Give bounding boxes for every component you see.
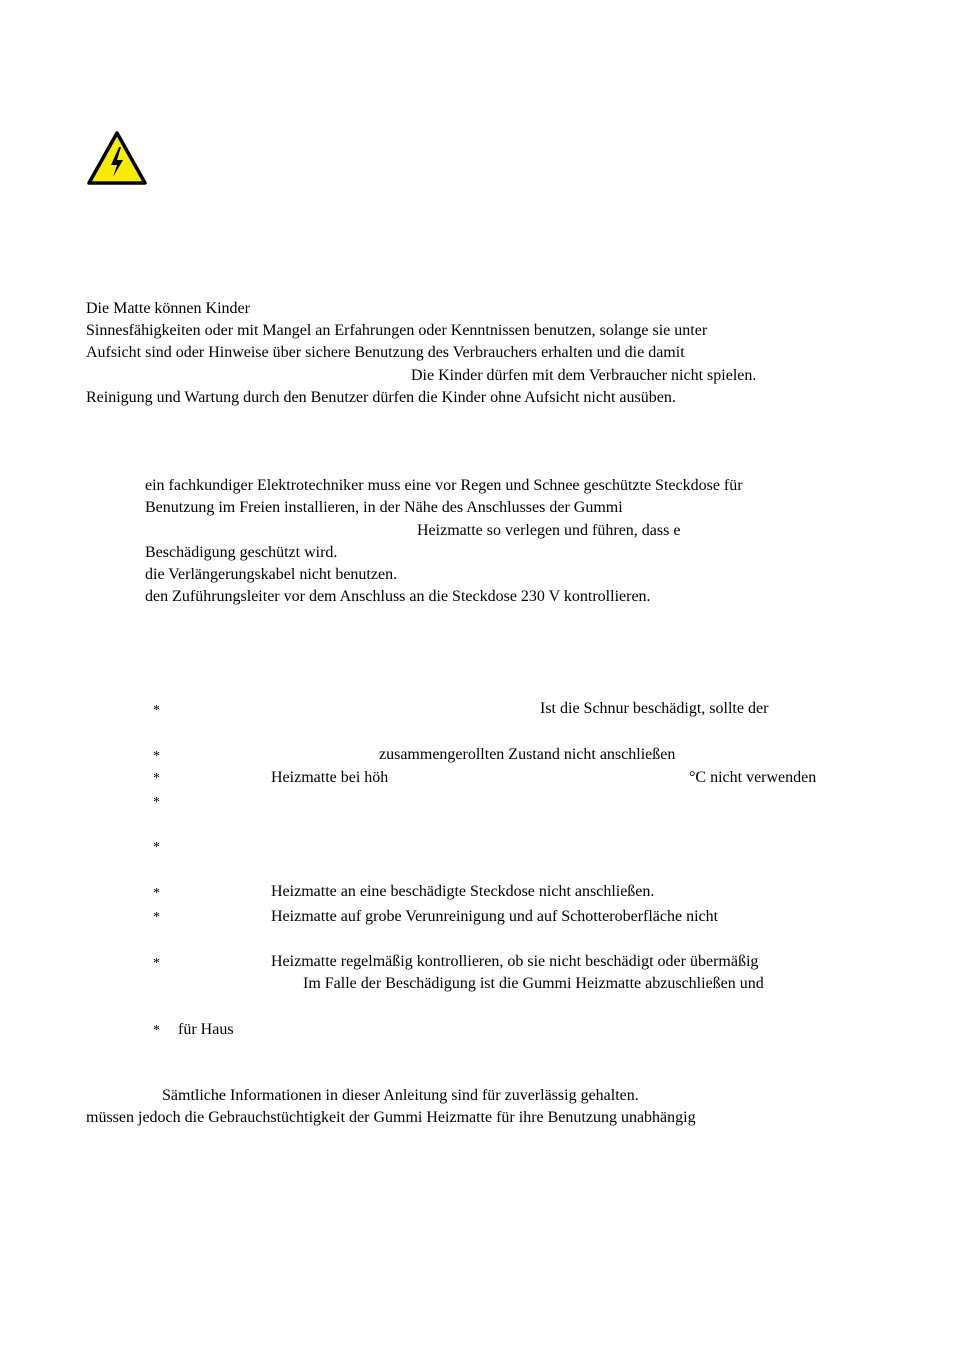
- high-voltage-warning-icon: [86, 130, 148, 186]
- text-line: Heizmatte auf grobe Verunreinigung und auf Schotteroberfläche nicht: [271, 908, 719, 925]
- text-line: Benutzung im Freien installieren, in der Nähe des Anschlusses der Gummi: [145, 499, 623, 516]
- bullet-marker: *: [153, 749, 160, 764]
- text-line: °C nicht verwenden: [689, 769, 817, 786]
- text-line: Die Kinder dürfen mit dem Verbraucher nicht spielen.: [411, 367, 757, 384]
- text-line: Heizmatte regelmäßig kontrollieren, ob sie nicht beschädigt oder übermäßig: [271, 953, 759, 970]
- text-line: Heizmatte an eine beschädigte Steckdose nicht anschließen.: [271, 883, 655, 900]
- bullet-marker: *: [153, 703, 160, 718]
- bullet-marker: *: [153, 886, 160, 901]
- text-line: Reinigung und Wartung durch den Benutzer dürfen die Kinder ohne Aufsicht nicht ausüben.: [86, 389, 676, 406]
- text-line: Heizmatte so verlegen und führen, dass e: [417, 522, 681, 539]
- text-line: Aufsicht sind oder Hinweise über sichere Benutzung des Verbrauchers erhalten und die damit: [86, 344, 685, 361]
- bullet-marker: *: [153, 1023, 160, 1038]
- bullet-marker: *: [153, 795, 160, 810]
- text-line: Sämtliche Informationen in dieser Anleitung sind für zuverlässig gehalten.: [162, 1087, 639, 1104]
- text-line: Beschädigung geschützt wird.: [145, 544, 338, 561]
- text-line: den Zuführungsleiter vor dem Anschluss an die Steckdose 230 V kontrollieren.: [145, 588, 651, 605]
- bullet-marker: *: [153, 956, 160, 971]
- text-line: Ist die Schnur beschädigt, sollte der: [540, 700, 769, 717]
- text-line: Im Falle der Beschädigung ist die Gummi Heizmatte abzuschließen und: [303, 975, 764, 992]
- bullet-marker: *: [153, 771, 160, 786]
- text-line: Die Matte können Kinder: [86, 300, 250, 317]
- text-line: zusammengerollten Zustand nicht anschließen: [379, 746, 676, 763]
- text-line: müssen jedoch die Gebrauchstüchtigkeit der Gummi Heizmatte für ihre Benutzung unabhängig: [86, 1109, 696, 1126]
- text-line: für Haus: [178, 1021, 234, 1038]
- text-line: Sinnesfähigkeiten oder mit Mangel an Erfahrungen oder Kenntnissen benutzen, solange sie unter: [86, 322, 708, 339]
- text-line: die Verlängerungskabel nicht benutzen.: [145, 566, 398, 583]
- text-line: ein fachkundiger Elektrotechniker muss eine vor Regen und Schnee geschützte Steckdose für: [145, 477, 743, 494]
- bullet-marker: *: [153, 910, 160, 925]
- text-line: Heizmatte bei höh: [271, 769, 389, 786]
- bullet-marker: *: [153, 840, 160, 855]
